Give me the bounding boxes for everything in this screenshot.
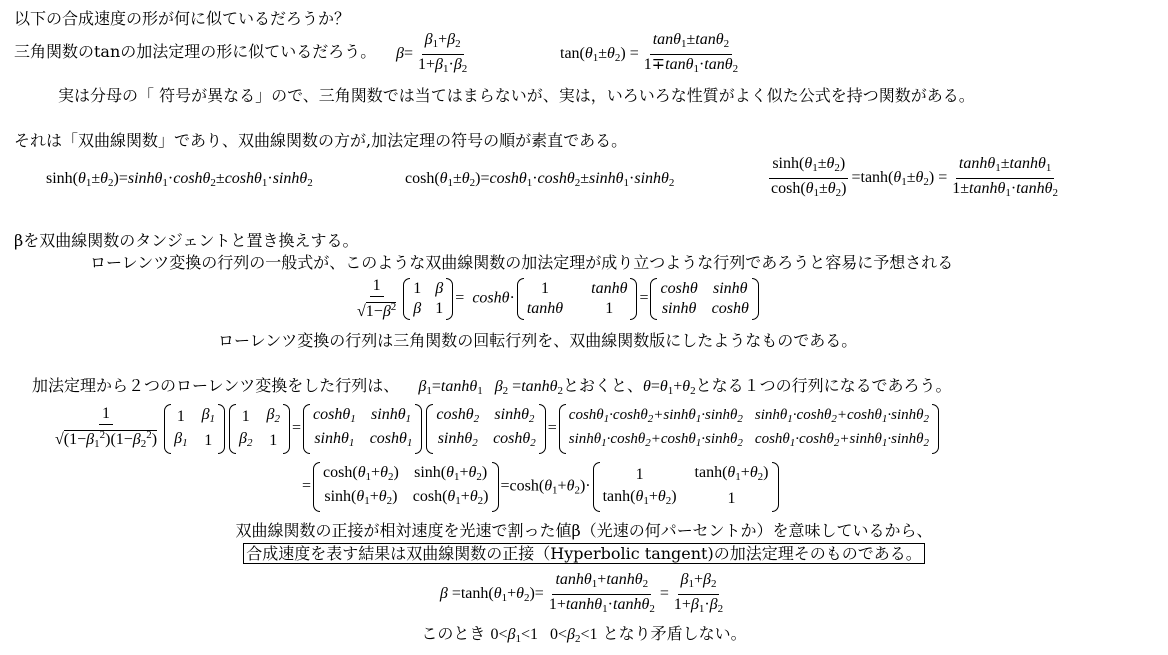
beta-meaning-note: 双曲線関数の正接が相対速度を光速で割った値β（光速の何パーセントか）を意味しているから、 — [235, 521, 933, 540]
theta-sum: $\theta=\theta_1+\theta_2$ — [643, 378, 696, 397]
lorentz-prediction: ローレンツ変換の行列の一般式が、このような双曲線関数の加法定理が成り立つような行列であろうと容易に予想される — [90, 253, 954, 272]
cosh-addition-formula: $\cosh(\theta_1\pm\theta_2)=\cosh\theta_1\cdot\cosh\theta_2\pm\sinh\theta_1\cdot\sinh\theta_2$ — [405, 170, 675, 189]
two-transforms-line — [32, 376, 952, 401]
denominator-note: 実は分母の「 符号が異なる」ので、三角関数では当てはまらないが、実は，いろいろな性質がよく似た公式を持つ関数がある。 — [58, 86, 975, 105]
tan-addition-formula: $\tan(\theta_1\pm\theta_2)$ = $\frac{\tan\theta_1\pm\tan\theta_2}{1\mp\tan\theta_1\cdot\tan\theta_2}$ — [560, 31, 739, 75]
two-transforms-text-c: となる１つの行列になるであろう。 — [695, 376, 952, 395]
tanh-addition-formula: $\frac{\sinh(\theta_1\pm\theta_2)}{\cosh(\theta_1\pm\theta_2)}$ $=\tanh(\theta_1\pm\theta_2)$ = $\frac{\tanh\theta_1\pm\tanh\theta_1}{1\pm\tanh\theta_1\cdot\tanh\theta_2}$ — [771, 155, 1058, 199]
conclusion-boxed-text: 合成速度を表す結果は双曲線関数の正接（Hyperbolic tangent)の加法定理そのものである。 — [243, 543, 924, 564]
hyperbolic-intro: それは「双曲線関数」であり、双曲線関数の方が,加法定理の符号の順が素直である。 — [14, 131, 628, 150]
rotation-matrix-note: ローレンツ変換の行列は三角関数の回転行列を、双曲線関数版にしたようなものである。 — [218, 331, 858, 350]
no-contradiction-text-a: このとき — [421, 624, 486, 643]
tan-similarity-line — [14, 42, 376, 62]
no-contradiction-text-b: となり矛盾しない。 — [602, 624, 747, 643]
beta-composition-formula: β= $\frac{\beta_1+\beta_2}{1+\beta_1\cdot\beta_2}$ — [396, 31, 468, 75]
tan-similarity-text: 三角関数のtanの加法定理の形に似ているだろう。 — [14, 42, 377, 61]
combined-matrix-formula: = $\cosh(\theta_1+\theta_2)$ $\sinh(\theta_1+\theta_2)$ $\sinh(\theta_1+\theta_2)$ $\cosh(\theta_1+\theta_2)$ $=\cosh(\theta_1+\theta_2)\cdot$ 1 $\tanh(\theta_1+\theta_2)$ $\tanh(\theta_1+\theta_2)$ 1 — [302, 462, 781, 512]
final-tanh-formula: $\beta =\tanh(\theta_1+\theta_2)=$ $\frac{\tanh\theta_1+\tanh\theta_2}{1+\tanh\theta_1\cdot\tanh\theta_2}$ = $\frac{\beta_1+\beta_2}{1+\beta_1\cdot\beta_2}$ — [439, 571, 724, 615]
two-transforms-text-a: 加法定理から２つのローレンツ変換をした行列は、 — [32, 376, 400, 395]
intro-question: 以下の合成速度の形が何に似ているだろうか？ — [14, 9, 351, 28]
two-transforms-text-b: とおくと、 — [563, 376, 644, 395]
conclusion-line — [0, 544, 1168, 564]
beta-range: $0<\beta_1<1$ $0<\beta_2<1$ — [490, 626, 598, 645]
matrix-product-formula: $\frac{1}{√(1-\beta_1^2)(1-\beta_2^2)}$ 1 $\beta_1$ $\beta_1$ 1 1 $\beta_2$ $\beta_2$ 1 = coshθ$_1$ sinhθ$_1$ sinhθ$_1$ coshθ$_1$ coshθ$_2$ sinhθ$_2$ sinhθ$_2$ coshθ$_2$ = coshθ$_1$·coshθ$_2$+sinhθ$_1$·sinhθ$_2$ sinhθ$_1$·coshθ$_2$+coshθ$_1$·sinhθ$_2$ sinhθ$_1$·coshθ$_2$+coshθ$_1$·sinhθ$_2$ coshθ$_1$·coshθ$_2$+sinhθ$_1$·sinhθ$_2$ — [50, 404, 941, 454]
no-contradiction-line — [0, 624, 1168, 649]
lorentz-matrix-formula: $\frac{1}{√1-\beta^2}$ 1 β β 1 = coshθ· 1 tanhθ tanhθ 1 = coshθ sinhθ sinhθ coshθ — [352, 276, 761, 322]
sinh-addition-formula: $\sinh(\theta_1\pm\theta_2)=\sinh\theta_1\cdot\cosh\theta_2\pm\cosh\theta_1\cdot\sinh\theta_2$ — [46, 170, 313, 189]
beta-substitution-note: βを双曲線関数のタンジェントと置き換えする。 — [14, 231, 359, 250]
beta-definitions: $\beta_1=\tanh\theta_1$ $\beta_2 =\tanh\theta_2$ — [418, 378, 563, 397]
